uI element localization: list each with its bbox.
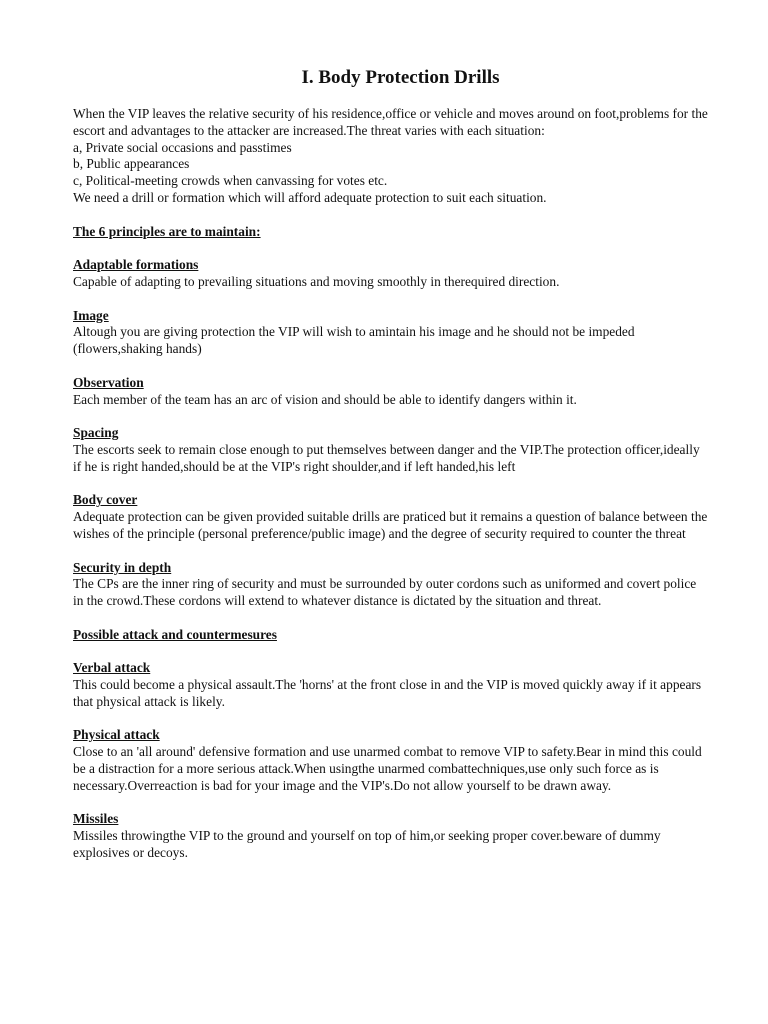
principle-text: Altough you are giving protection the VIP will wish to amintain his image and he should not be impeded (flowers,shaking hands) <box>73 324 635 357</box>
attack-text: This could become a physical assault.The 'horns' at the front close in and the VIP is moved quickly away if it appears that physical attack is likely. <box>73 677 702 709</box>
principle-section <box>73 375 708 409</box>
principle-section <box>73 308 708 358</box>
principle-text: The CPs are the inner ring of security and must be surrounded by outer cordons such as uniformed and covert police in the crowd.These cordons will extend to whatever distance is dictated by the situation and threat. <box>73 576 697 609</box>
principle-heading: Spacing <box>73 425 119 441</box>
principle-heading: Observation <box>73 374 144 390</box>
attack-section <box>73 811 708 861</box>
intro-block <box>73 106 708 207</box>
principle-section <box>73 257 708 291</box>
document-title: I. Body Protection Drills <box>301 67 500 88</box>
principle-text: The escorts seek to remain close enough to put themselves between danger and the VIP.The protection officer,ideally if he is right handed,should be at the VIP's right shoulder,and if left handed,his left <box>73 441 700 474</box>
attack-heading: Verbal attack <box>73 660 151 676</box>
principle-heading: Image <box>73 307 109 323</box>
attack-text: Close to an 'all around' defensive formation and use unarmed combat to remove VIP to safety.Bear in mind this could be a distraction for a more serious attack.When usingthe unarmed combattechniques,use only such force as is necessary.Overreaction is bad for your image and the VIP's.Do not allow yourself to be drawn away. <box>73 744 702 793</box>
principles-heading: The 6 principles are to maintain: <box>73 223 261 239</box>
principle-heading: Body cover <box>73 492 138 508</box>
principle-section <box>73 560 708 610</box>
attack-text: Missiles throwingthe VIP to the ground and yourself on top of him,or seeking proper cover.beware of dummy explosives or decoys. <box>73 828 661 861</box>
intro-paragraph: When the VIP leaves the relative security of his residence,office or vehicle and moves around on foot,problems for the escort and advantages to the attacker are increased.The threat varies with each situation: <box>73 106 708 138</box>
principle-text: Capable of adapting to prevailing situations and moving smoothly in therequired direction. <box>73 273 560 289</box>
principle-section <box>73 492 708 542</box>
attack-section <box>73 727 708 794</box>
attacks-heading: Possible attack and countermesures <box>73 626 277 642</box>
intro-closing: We need a drill or formation which will afford adequate protection to suit each situation. <box>73 189 547 205</box>
attack-section <box>73 660 708 710</box>
attack-heading: Missiles <box>73 811 119 827</box>
principles-heading-block <box>73 224 708 241</box>
principle-heading: Adaptable formations <box>73 257 199 273</box>
intro-item: b, Public appearances <box>73 156 190 172</box>
principle-section <box>73 425 708 475</box>
intro-item: a, Private social occasions and passtimes <box>73 139 292 155</box>
attack-heading: Physical attack <box>73 727 160 743</box>
attacks-heading-block <box>73 627 708 644</box>
principle-heading: Security in depth <box>73 559 172 575</box>
principle-text: Each member of the team has an arc of vision and should be able to identify dangers within it. <box>73 391 577 407</box>
principle-text: Adequate protection can be given provided suitable drills are praticed but it remains a question of balance between the wishes of the principle (personal preference/public image) and the degree of security required to counter the threat <box>73 509 708 541</box>
intro-item: c, Political-meeting crowds when canvassing for votes etc. <box>73 173 388 189</box>
